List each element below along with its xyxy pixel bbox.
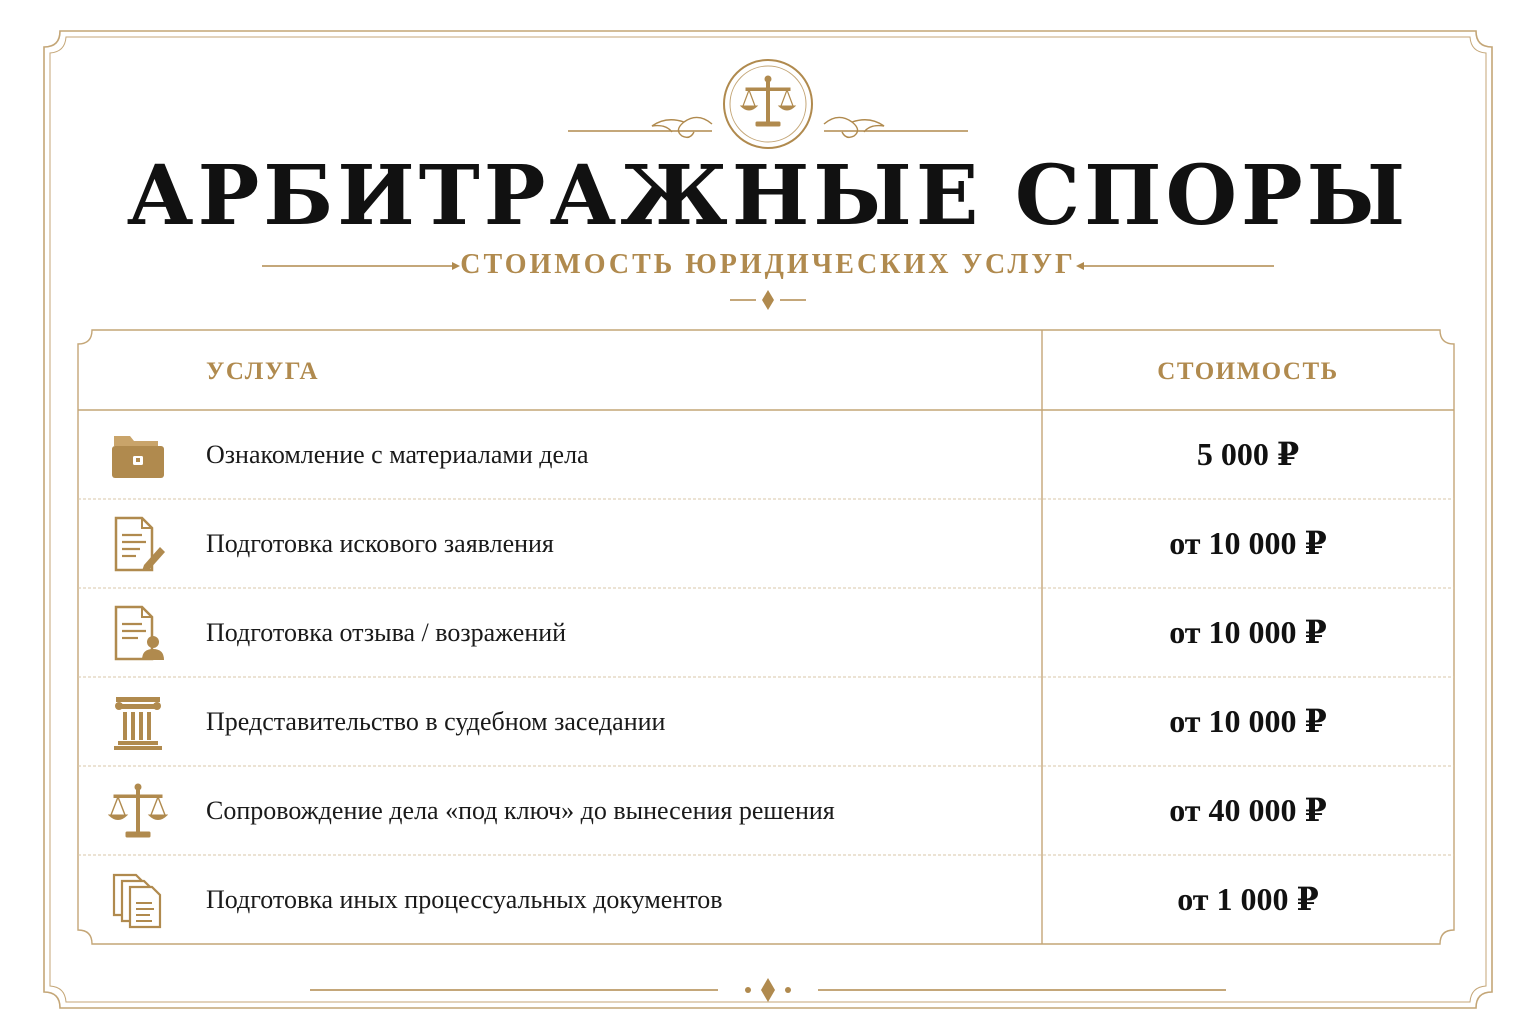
page-subtitle: СТОИМОСТЬ ЮРИДИЧЕСКИХ УСЛУГ xyxy=(460,249,1076,280)
table-row xyxy=(78,677,1454,766)
service-name: Ознакомление с материалами дела xyxy=(206,440,589,469)
table-row xyxy=(78,410,1454,499)
document-pen-icon xyxy=(108,515,168,573)
table-row xyxy=(78,766,1454,855)
price-table xyxy=(78,330,1454,944)
service-price: от 10 000 ₽ xyxy=(1169,703,1327,739)
service-price: от 1 000 ₽ xyxy=(1177,881,1319,917)
table-row xyxy=(78,499,1454,588)
service-price: от 10 000 ₽ xyxy=(1169,525,1327,561)
column-icon xyxy=(108,693,168,751)
document-person-icon xyxy=(108,604,168,662)
documents-stack-icon xyxy=(108,871,168,929)
service-name: Подготовка искового заявления xyxy=(206,529,554,558)
column-header-price: СТОИМОСТЬ xyxy=(1157,358,1339,385)
column-header-service: УСЛУГА xyxy=(206,358,319,385)
service-name: Подготовка отзыва / возражений xyxy=(206,618,567,647)
briefcase-folder-icon xyxy=(108,426,168,484)
page-title: АРБИТРАЖНЫЕ СПОРЫ xyxy=(126,148,1410,244)
service-name: Представительство в судебном заседании xyxy=(206,707,666,736)
service-price: от 40 000 ₽ xyxy=(1169,792,1327,828)
scales-icon xyxy=(108,782,168,840)
table-row xyxy=(78,855,1454,944)
scales-emblem-icon xyxy=(722,58,814,150)
service-name: Подготовка иных процессуальных документов xyxy=(206,885,723,914)
table-row xyxy=(78,588,1454,677)
service-name: Сопровождение дела «под ключ» до вынесения решения xyxy=(206,796,835,825)
service-price: от 10 000 ₽ xyxy=(1169,614,1327,650)
service-price: 5 000 ₽ xyxy=(1196,436,1300,472)
